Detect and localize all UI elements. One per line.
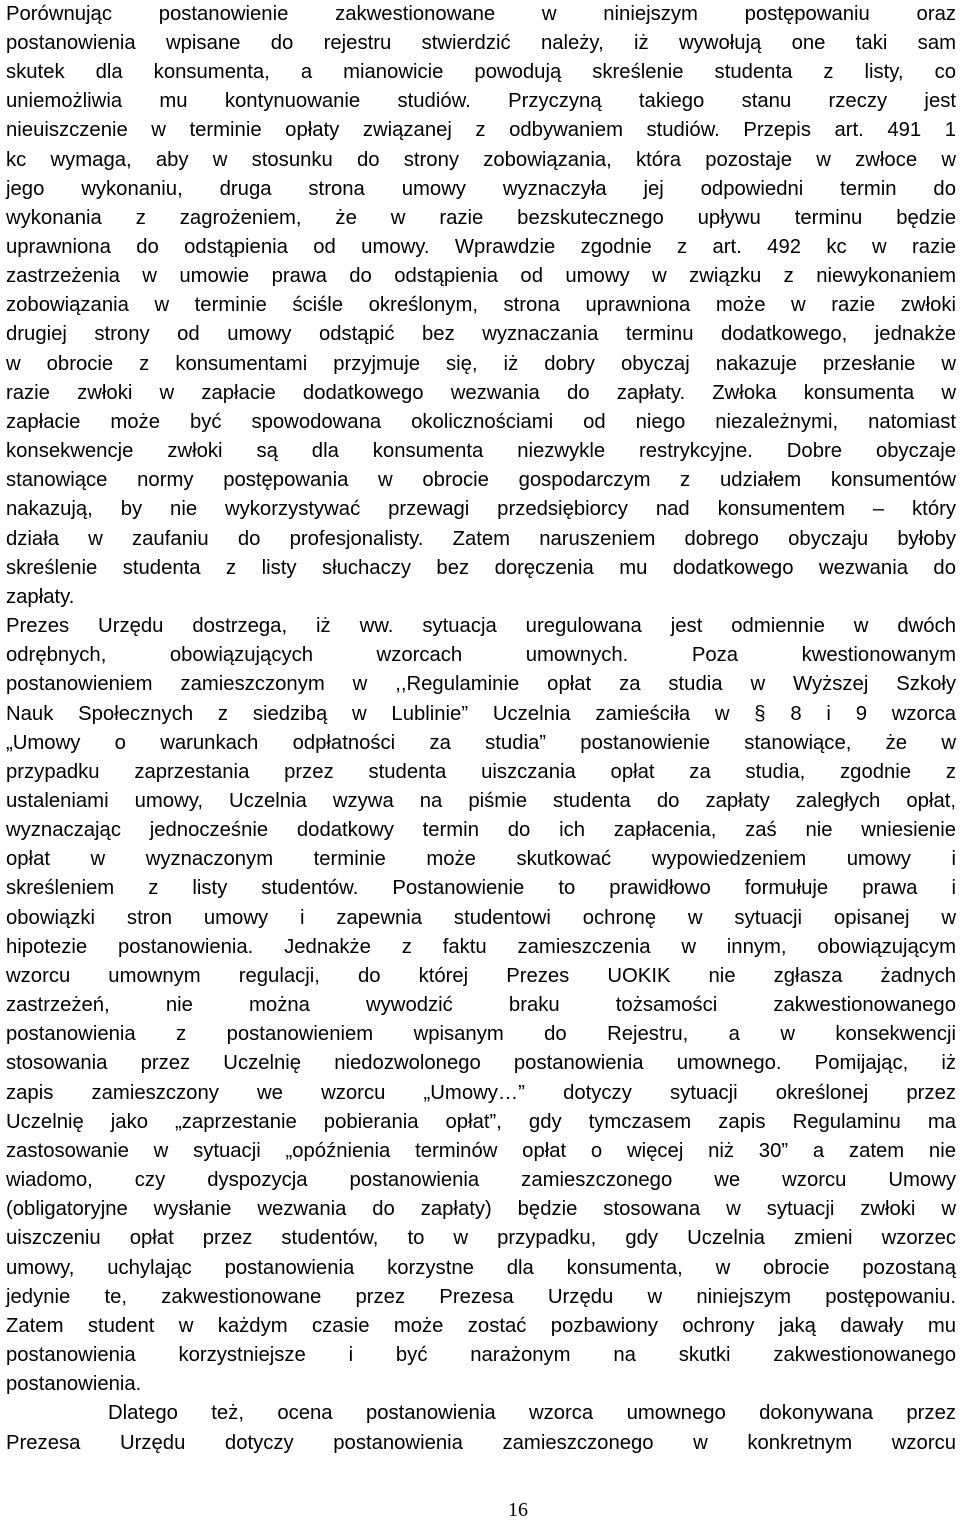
text-line: obowiązki stron umowy i zapewnia studentowi ochronę w sytuacji opisanej w [6,907,956,929]
text-line: stanowiące normy postępowania w obrocie gospodarczym z udziałem konsumentów [6,469,956,491]
text-line: zapłaty. [6,586,75,608]
text-line: wzorcu umownym regulacji, do której Prezes UOKIK nie zgłasza żadnych [6,965,956,987]
text-line: Zatem student w każdym czasie może zostać pozbawiony ochrony jaką dawały mu [6,1315,956,1337]
text-line: uniemożliwia mu kontynuowanie studiów. Przyczyną takiego stanu rzeczy jest [6,90,956,112]
text-line: Dlatego też, ocena postanowienia wzorca umownego dokonywana przez [108,1402,956,1424]
text-line: kc wymaga, aby w stosunku do strony zobowiązania, która pozostaje w zwłoce w [6,149,956,171]
text-line: zastrzeżeń, nie można wywodzić braku tożsamości zakwestionowanego [6,994,956,1016]
text-line: opłat w wyznaczonym terminie może skutkować wypowiedzeniem umowy i [6,848,956,870]
text-line: skutek dla konsumenta, a mianowicie powodują skreślenie studenta z listy, co [6,61,956,83]
text-line: działa w zaufaniu do profesjonalisty. Zatem naruszeniem dobrego obyczaju byłoby [6,528,956,550]
text-line: Prezesa Urzędu dotyczy postanowienia zamieszczonego w konkretnym wzorcu [6,1432,956,1454]
text-line: „Umowy o warunkach odpłatności za studia” postanowienie stanowiące, że w [6,732,956,754]
text-line: skreślenie studenta z listy słuchaczy bez doręczenia mu dodatkowego wezwania do [6,557,956,579]
text-line: stosowania przez Uczelnię niedozwolonego postanowienia umownego. Pomijając, iż [6,1052,956,1074]
text-line: skreśleniem z listy studentów. Postanowienie to prawidłowo formułuje prawa i [6,877,956,899]
page-number: 16 [508,1499,528,1521]
text-line: Porównując postanowienie zakwestionowane w niniejszym postępowaniu oraz [6,3,956,25]
text-line: zastrzeżenia w umowie prawa do odstąpienia od umowy w związku z niewykonaniem [6,265,956,287]
text-line: Uczelnię jako „zaprzestanie pobierania opłat”, gdy tymczasem zapis Regulaminu ma [6,1111,956,1133]
text-line: razie zwłoki w zapłacie dodatkowego wezwania do zapłaty. Zwłoka konsumenta w [6,382,956,404]
text-line: nakazują, by nie wykorzystywać przewagi przedsiębiorcy nad konsumentem – który [6,498,956,520]
text-line: (obligatoryjne wysłanie wezwania do zapłaty) będzie stosowana w sytuacji zwłoki w [6,1198,956,1220]
text-line: wiadomo, czy dyspozycja postanowienia zamieszczonego we wzorcu Umowy [6,1169,956,1191]
text-line: postanowieniem zamieszczonym w ,,Regulaminie opłat za studia w Wyższej Szkoły [6,673,956,695]
text-line: jego wykonaniu, druga strona umowy wyznaczyła jej odpowiedni termin do [6,178,956,200]
text-line: w obrocie z konsumentami przyjmuje się, iż dobry obyczaj nakazuje przesłanie w [6,353,956,375]
text-line: zapis zamieszczony we wzorcu „Umowy…” dotyczy sytuacji określonej przez [6,1082,956,1104]
text-line: Prezes Urzędu dostrzega, iż ww. sytuacja uregulowana jest odmiennie w dwóch [6,615,956,637]
text-line: hipotezie postanowienia. Jednakże z faktu zamieszczenia w innym, obowiązującym [6,936,956,958]
text-line: uiszczeniu opłat przez studentów, to w przypadku, gdy Uczelnia zmieni wzorzec [6,1227,956,1249]
text-line: zapłacie może być spowodowana okolicznościami od niego niezależnymi, natomiast [6,411,956,433]
text-line: konsekwencje zwłoki są dla konsumenta niezwykle restrykcyjne. Dobre obyczaje [6,440,956,462]
text-line: uprawniona do odstąpienia od umowy. Wprawdzie zgodnie z art. 492 kc w razie [6,236,956,258]
text-line: ustaleniami umowy, Uczelnia wzywa na piśmie studenta do zapłaty zaległych opłat, [6,790,956,812]
text-line: zobowiązania w terminie ściśle określonym, strona uprawniona może w razie zwłoki [6,294,956,316]
text-line: zastosowanie w sytuacji „opóźnienia terminów opłat o więcej niż 30” a zatem nie [6,1140,956,1162]
text-line: nieuiszczenie w terminie opłaty związanej z odbywaniem studiów. Przepis art. 491 1 [6,119,956,141]
text-line: odrębnych, obowiązujących wzorcach umownych. Poza kwestionowanym [6,644,956,666]
text-line: postanowienia wpisane do rejestru stwierdzić należy, iż wywołują one taki sam [6,32,956,54]
text-line: wyznaczając jednocześnie dodatkowy termin do ich zapłacenia, zaś nie wniesienie [6,819,956,841]
text-line: umowy, uchylając postanowienia korzystne dla konsumenta, w obrocie pozostaną [6,1257,956,1279]
text-line: postanowienia z postanowieniem wpisanym do Rejestru, a w konsekwencji [6,1023,956,1045]
text-line: wykonania z zagrożeniem, że w razie bezskutecznego upływu terminu będzie [6,207,956,229]
text-line: drugiej strony od umowy odstąpić bez wyznaczania terminu dodatkowego, jednakże [6,323,956,345]
text-line: przypadku zaprzestania przez studenta uiszczania opłat za studia, zgodnie z [6,761,956,783]
text-line: jedynie te, zakwestionowane przez Prezesa Urzędu w niniejszym postępowaniu. [6,1286,956,1308]
text-line: Nauk Społecznych z siedzibą w Lublinie” Uczelnia zamieściła w § 8 i 9 wzorca [6,703,956,725]
text-line: postanowienia. [6,1373,142,1395]
text-line: postanowienia korzystniejsze i być narażonym na skutki zakwestionowanego [6,1344,956,1366]
